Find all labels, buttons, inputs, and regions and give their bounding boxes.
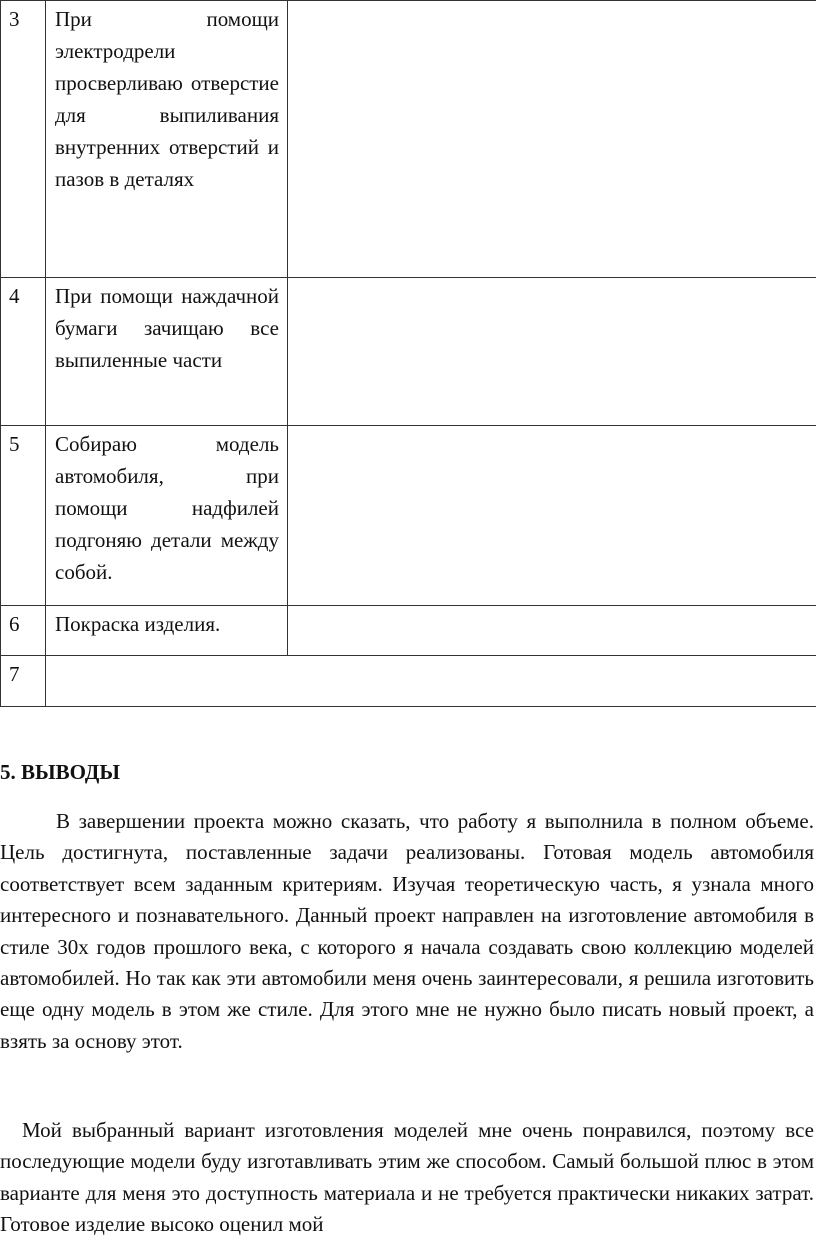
step-number-cell: 3 xyxy=(1,1,46,278)
step-description: Покраска изделия. xyxy=(55,612,221,636)
step-description-cell xyxy=(46,656,816,707)
step-description-cell xyxy=(46,1,288,278)
table-row xyxy=(1,426,816,606)
step-number-cell: 7 xyxy=(1,656,46,707)
step-extra-cell xyxy=(288,606,816,656)
step-description: При помощи электродрели просверливаю отверстие для выпиливания внутренних отверстий и пазов в деталях xyxy=(55,7,279,191)
step-extra-cell xyxy=(288,426,816,606)
step-extra-cell xyxy=(288,1,816,278)
step-description-cell xyxy=(46,278,288,426)
step-description: Собираю модель автомобиля, при помощи надфилей подгоняю детали между собой. xyxy=(55,432,279,584)
conclusion-paragraph: Мой выбранный вариант изготовления моделей мне очень понравился, поэтому все последующие модели буду изготавливать этим же способом. Самый большой плюс в этом варианте для меня это доступность материала и не требуется практически никаких затрат. Готовое изделие высоко оценил мой xyxy=(0,1118,814,1237)
step-number-cell: 4 xyxy=(1,278,46,426)
table-row xyxy=(1,1,816,278)
table-row xyxy=(1,606,816,656)
step-description-cell xyxy=(46,606,288,656)
table-row xyxy=(1,656,816,707)
conclusion-paragraph: В завершении проекта можно сказать, что работу я выполнила в полном объеме. Цель достигнута, поставленные задачи реализованы. Готовая модель автомобиля соответствует всем заданным критериям. Изучая теоретическую часть, я узнала много интересного и познавательного. Данный проект направлен на изготовление автомобиля в стиле 30х годов прошлого века, с которого я начала создавать свою коллекцию моделей автомобилей. Но так как эти автомобили меня очень заинтересовали, я решила изготовить еще одну модель в этом же стиле. Для этого мне не нужно было писать новый проект, а взять за основу этот. xyxy=(0,809,814,1053)
step-number-cell: 6 xyxy=(1,606,46,656)
step-description: При помощи наждачной бумаги зачищаю все выпиленные части xyxy=(55,284,279,372)
table-row xyxy=(1,278,816,426)
step-description-cell xyxy=(46,426,288,606)
section-heading: 5. ВЫВОДЫ xyxy=(0,760,120,784)
step-number-cell: 5 xyxy=(1,426,46,606)
step-extra-cell xyxy=(288,278,816,426)
